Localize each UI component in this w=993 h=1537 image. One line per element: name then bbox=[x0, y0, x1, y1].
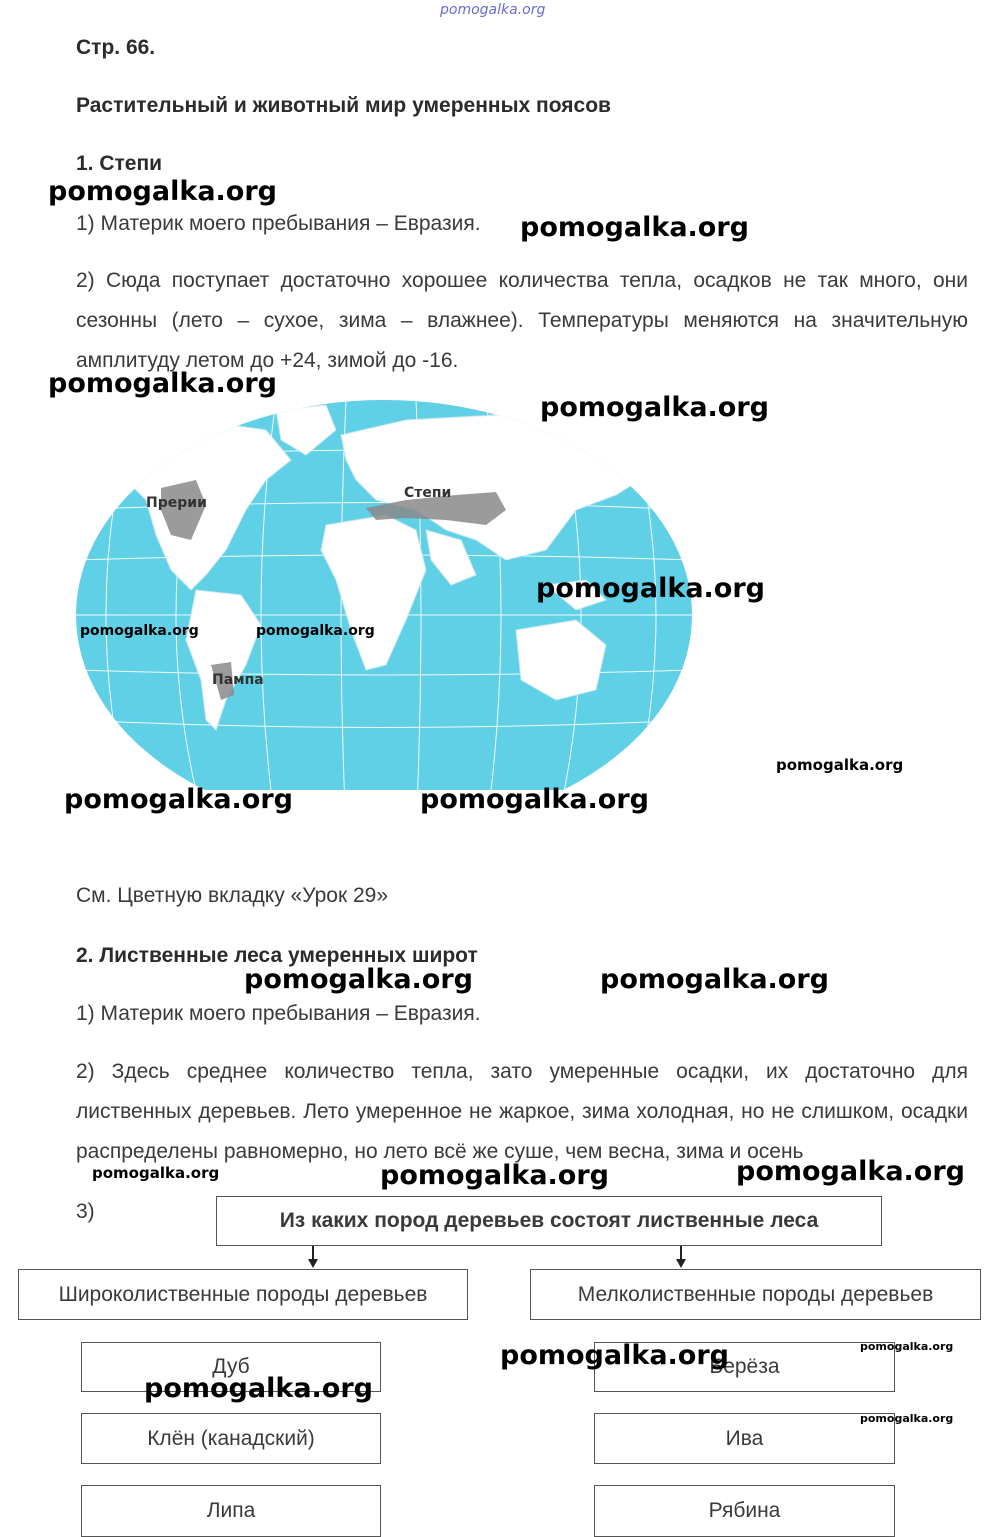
broadleaf-header-box: Широколиственные породы деревьев bbox=[18, 1269, 468, 1320]
broadleaf-item: Дуб bbox=[81, 1342, 381, 1392]
watermark: pomogalka.org bbox=[144, 1373, 373, 1404]
watermark: pomogalka.org bbox=[536, 573, 765, 604]
watermark: pomogalka.org bbox=[540, 392, 769, 423]
section1-paragraph-1: 1) Материк моего пребывания – Евразия. bbox=[76, 212, 481, 235]
watermark: pomogalka.org bbox=[736, 1156, 965, 1187]
watermark: pomogalka.org bbox=[500, 1340, 729, 1371]
smallleaf-item: Ива bbox=[594, 1413, 895, 1464]
top-watermark: pomogalka.org bbox=[440, 2, 546, 18]
watermark: pomogalka.org bbox=[380, 1160, 609, 1191]
section2-paragraph-3: 3) bbox=[76, 1200, 95, 1223]
map-label-steppe: Степи bbox=[404, 485, 452, 501]
see-color-insert-note: См. Цветную вкладку «Урок 29» bbox=[76, 884, 389, 907]
watermark: pomogalka.org bbox=[776, 756, 904, 774]
watermark: pomogalka.org bbox=[860, 1412, 954, 1425]
map-label-pampa: Пампа bbox=[212, 672, 264, 688]
section2-paragraph-2: 2) Здесь среднее количество тепла, зато умеренные осадки, их достаточно для лиственных деревьев. Лето умеренное не жаркое, зима холодная, но не слишком, осадки распределены равномерно, но лето всё же суше, чем весна, зима и осень bbox=[76, 1060, 968, 1163]
smallleaf-item: Берёза bbox=[594, 1342, 895, 1392]
watermark: pomogalka.org bbox=[48, 176, 277, 207]
watermark: pomogalka.org bbox=[600, 964, 829, 995]
map-watermark-1: pomogalka.org bbox=[80, 623, 199, 639]
section2-paragraph-1: 1) Материк моего пребывания – Евразия. bbox=[76, 1002, 481, 1025]
watermark: pomogalka.org bbox=[64, 784, 293, 815]
watermark: pomogalka.org bbox=[48, 368, 277, 399]
diagram-root-box: Из каких пород деревьев состоят лиственные леса bbox=[216, 1196, 882, 1246]
section2-heading: 2. Лиственные леса умеренных широт bbox=[76, 944, 478, 967]
watermark: pomogalka.org bbox=[244, 964, 473, 995]
page-reference: Стр. 66. bbox=[76, 36, 156, 59]
broadleaf-item: Клён (канадский) bbox=[81, 1413, 381, 1464]
watermark: pomogalka.org bbox=[92, 1164, 220, 1182]
smallleaf-header-box: Мелколиственные породы деревьев bbox=[530, 1269, 981, 1320]
watermark: pomogalka.org bbox=[520, 212, 749, 243]
broadleaf-item: Липа bbox=[81, 1485, 381, 1537]
section1-heading: 1. Степи bbox=[76, 152, 163, 175]
page-title: Растительный и животный мир умеренных поясов bbox=[76, 94, 611, 117]
watermark: pomogalka.org bbox=[860, 1340, 954, 1353]
map-label-prairie: Прерии bbox=[146, 495, 207, 511]
section1-paragraph-2: 2) Сюда поступает достаточно хорошее количества тепла, осадков не так много, они сезонны (лето – сухое, зима – влажнее). Температуры меняются на значительную амплитуду летом до +24, зимой до -16. bbox=[76, 269, 968, 372]
map-watermark-2: pomogalka.org bbox=[256, 623, 375, 639]
watermark: pomogalka.org bbox=[420, 784, 649, 815]
smallleaf-item: Рябина bbox=[594, 1485, 895, 1537]
